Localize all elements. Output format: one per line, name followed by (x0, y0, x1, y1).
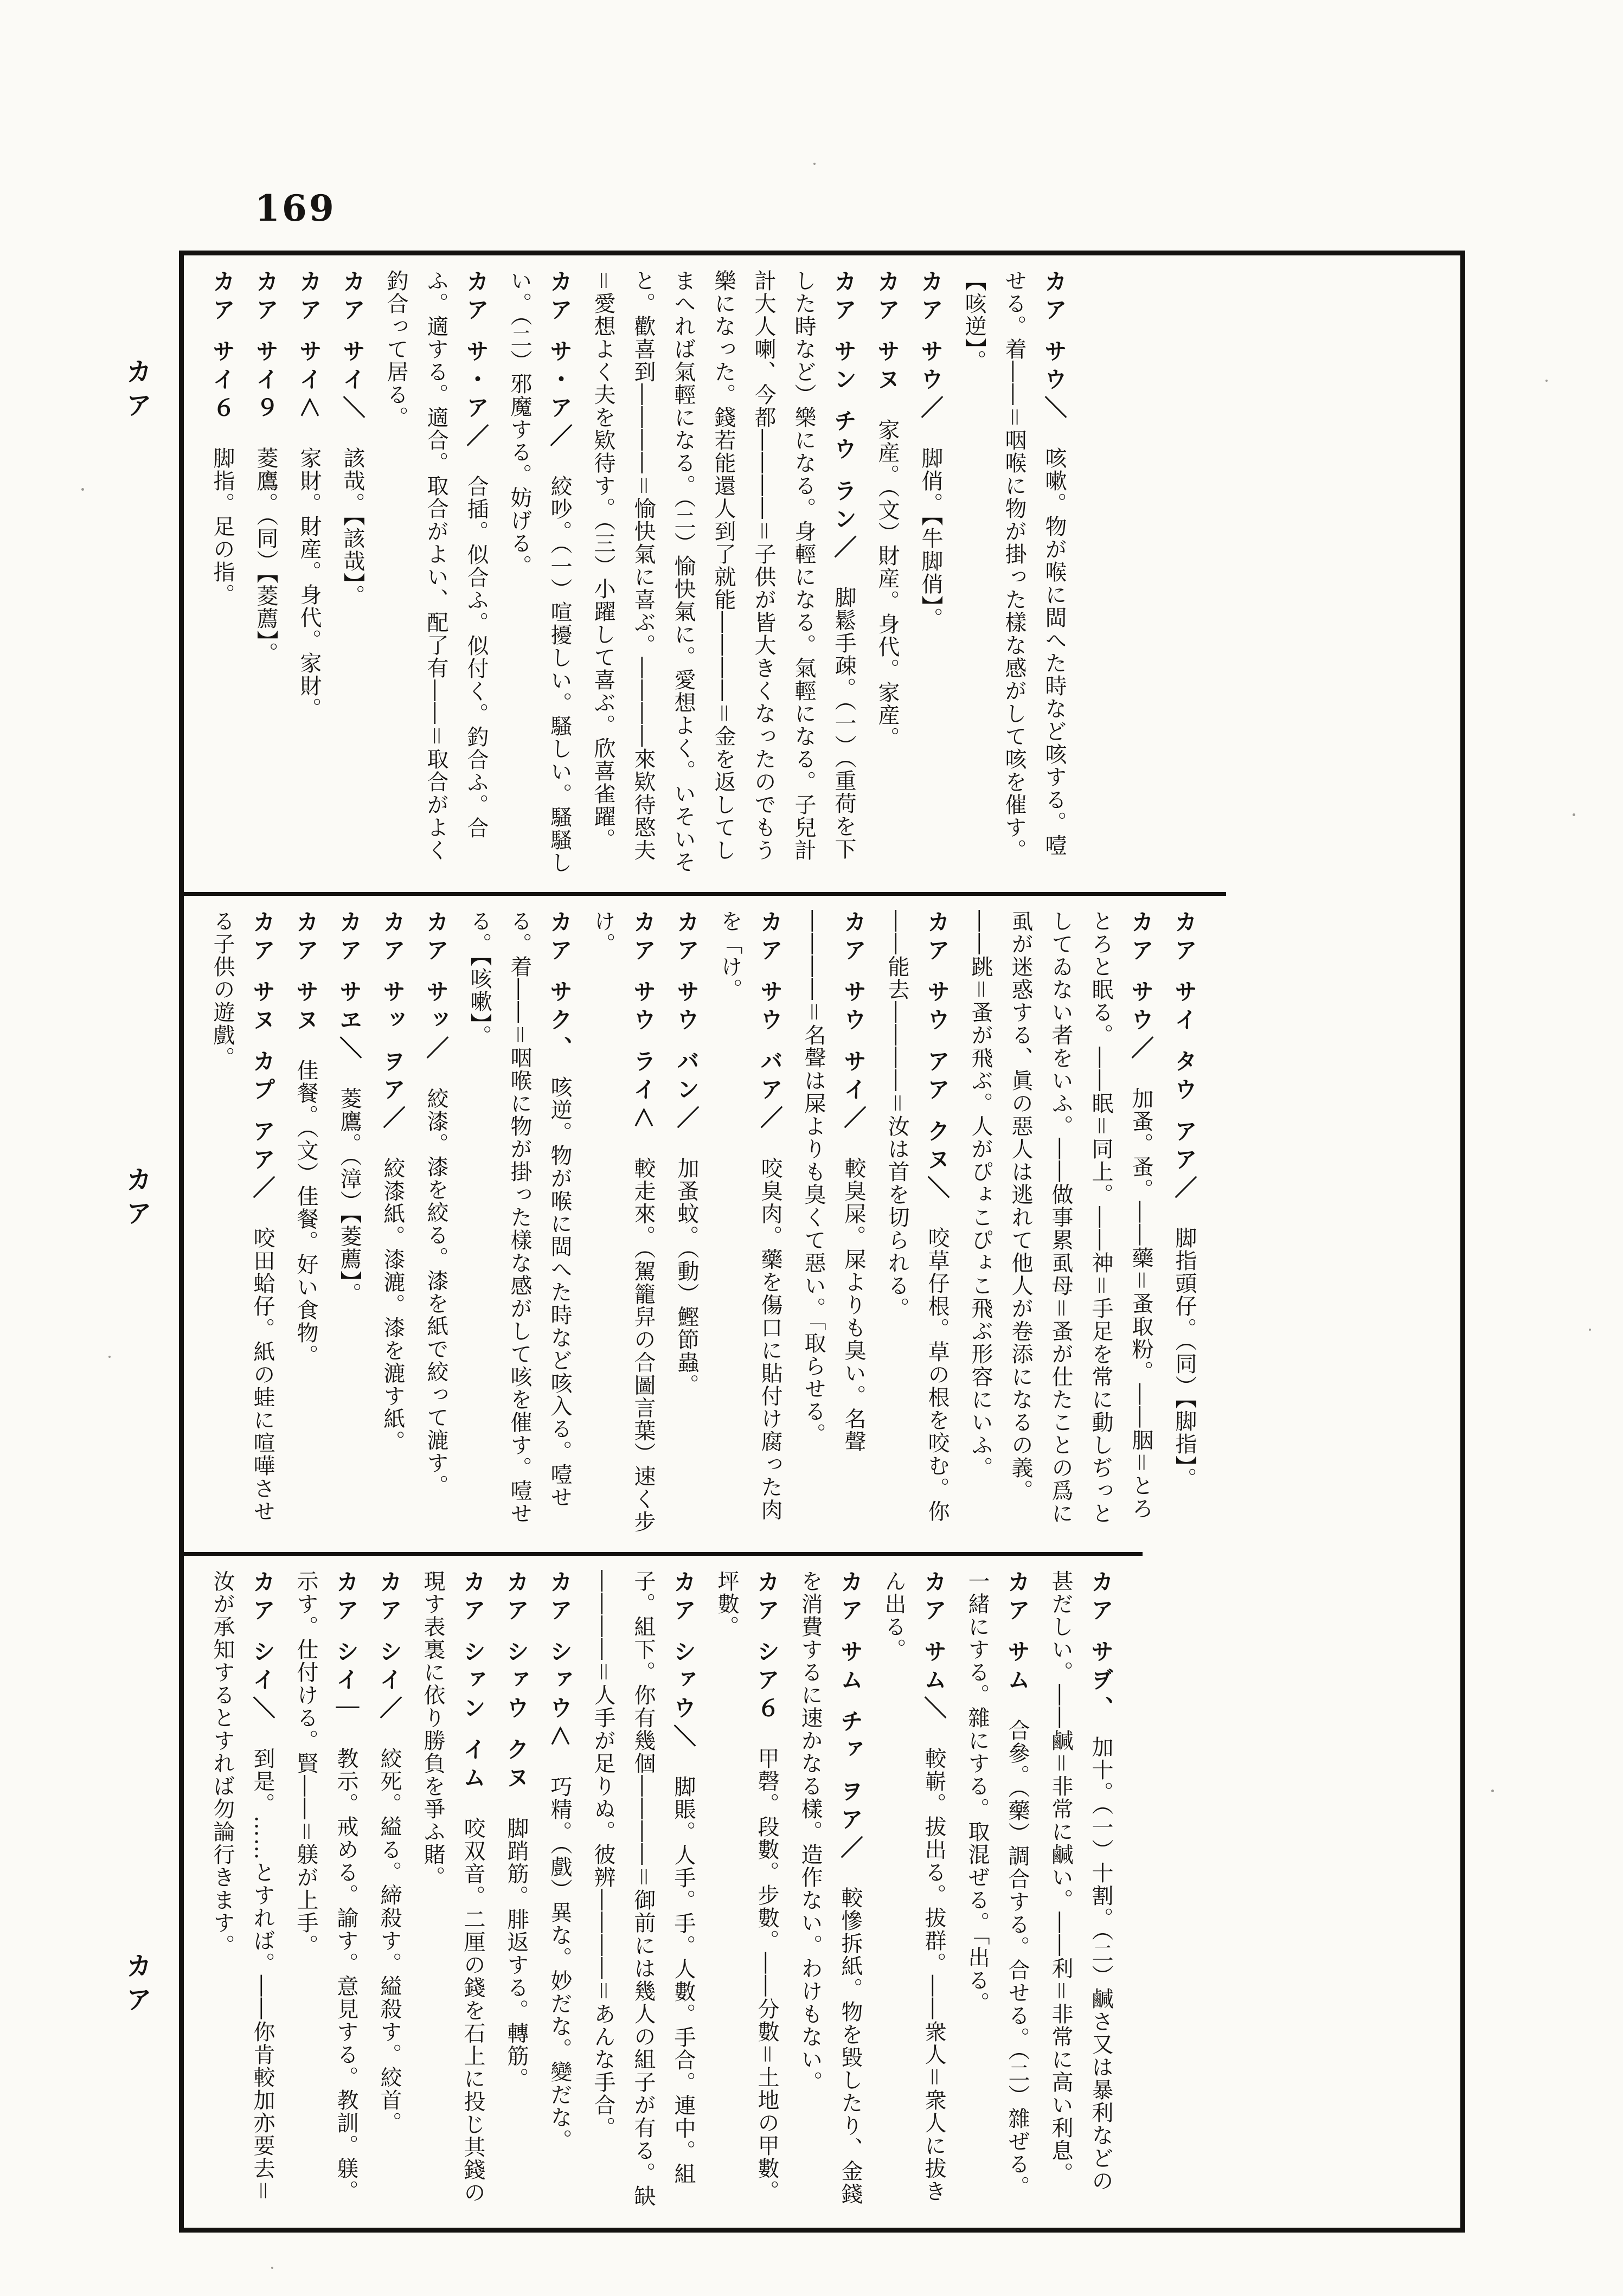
entry-headword: カア サヌ (293, 910, 319, 1036)
scan-speckle (1589, 1329, 1591, 1331)
entry-definition: 加蚤。蚤。――藥＝蚤取粉。――胭＝とろとろと眠る。――眠＝同上。――神＝手足を常に動しぢっとしてゐない者をいふ。――做事累虱母＝蚤が仕たことの爲に虱が迷惑する、眞の惡人は逃れて他人が卷添になるの義。――跳＝蚤が飛ぶ。人がぴょこぴょこ飛ぶ形容にいふ。 (968, 910, 1153, 1525)
entry-definition: 脚指頭仔。（同）【脚指】。 (1172, 1226, 1197, 1490)
entry-headword: カア サ・ア／ (547, 270, 573, 452)
dictionary-entry (499, 270, 580, 878)
dictionary-entry (496, 1570, 536, 2214)
entry-headword: カア サウ バン／ (673, 910, 700, 1134)
entry-headword: カア サイ タウ アア／ (1171, 910, 1198, 1204)
dictionary-entry (910, 270, 951, 878)
entry-headword: カア サウ バア／ (757, 910, 784, 1134)
entry-headword: カア サヌ カプ アア／ (249, 910, 276, 1204)
entry-definition: 該哉。【該哉】。 (340, 446, 365, 607)
dictionary-entry (877, 910, 957, 1538)
entry-headword: カア シイ／ (376, 1570, 403, 1724)
entry-headword: カア サク、 (547, 910, 573, 1053)
scan-speckle (81, 488, 84, 491)
scan-speckle (108, 1356, 111, 1358)
dictionary-entry (960, 910, 1161, 1538)
entry-headword: カア サム チァ ヲア／ (837, 1570, 864, 1864)
entry-headword: カア サム＼ (921, 1570, 947, 1724)
dictionary-entry (583, 270, 864, 878)
dictionary-entry (416, 910, 456, 1538)
dictionary-entry (286, 910, 326, 1538)
dictionary-entry (867, 270, 907, 878)
entry-definition: 較臭屎。屎よりも臭い。名聲――――＝名聲は屎よりも臭くて惡い。「取らせる。 (801, 910, 866, 1453)
margin-guide-word: カア (121, 358, 152, 425)
dictionary-entry (954, 270, 1074, 878)
entry-definition: 菱鷹。（漳）【菱薦】。 (337, 1087, 362, 1305)
entry-definition: 咬双音。二厘の錢を石上に投じ其錢の現す表裏に依り勝負を爭ふ賭。 (420, 1570, 485, 2204)
dictionary-entry (369, 1570, 409, 2214)
entry-headword: カア サッ ヲア／ (380, 910, 406, 1134)
entry-definition: 加蚤蚊。（動）鰹節蟲。 (674, 1157, 699, 1397)
entry-definition: 較嶄。拔出る。拔群。――衆人＝衆人に拔きん出る。 (881, 1570, 946, 2203)
entry-headword: カア サヌ (874, 270, 901, 396)
entry-definition: 較慘拆紙。物を毀したり、金錢を消費するに速かなる樣。造作ない。わけもない。 (798, 1570, 863, 2205)
entry-definition: 咬草仔根。草の根を咬む。你――能去――――＝汝は首を切られる。 (884, 910, 950, 1523)
entry-headword: カア サ・ア／ (463, 270, 490, 452)
entry-headword: カア サッ／ (423, 910, 450, 1064)
content-frame (179, 251, 1465, 2233)
entry-definition: 合插。似合ふ。似付く。釣合ふ。合ふ。適する。適合。取合がよい、配了有――＝取合がよく釣合って居る。 (383, 270, 489, 862)
entry-definition: 加十。（一）十割。（二）鹹さ又は暴利などの甚だしい。――鹹＝非常に鹹い。――利＝非常に高い利息。 (1048, 1570, 1113, 2192)
dictionary-entry (332, 270, 373, 878)
entry-definition: 菱鷹。（同）【菱薦】。 (253, 446, 278, 665)
dictionary-entry (874, 1570, 954, 2214)
entry-headword: カア サヺ、 (1088, 1570, 1114, 1713)
entry-headword: カア シア６ (754, 1570, 780, 1724)
dictionary-band-bottom (184, 1552, 1143, 2228)
entry-headword: カア シァウ＼ (670, 1570, 697, 1753)
scan-speckle (271, 2267, 273, 2269)
entry-headword: カア サヱ＼ (336, 910, 363, 1064)
entry-definition: 教示。戒める。諭す。意見する。教訓。躾。示す。仕付ける。賢――＝躾が上手。 (293, 1570, 358, 2203)
dictionary-entry (289, 270, 329, 878)
entry-headword: カア サイ６ (209, 270, 236, 424)
entry-headword: カア シァウ＜ (547, 1570, 573, 1753)
entry-headword: カア サウ／ (1128, 910, 1154, 1064)
entry-headword: カア シァウ クヌ (503, 1570, 530, 1794)
dictionary-entry (202, 270, 242, 878)
entry-headword: カア サム (1004, 1570, 1031, 1696)
entry-headword: カア シイ｜ (333, 1570, 360, 1724)
dictionary-entry (583, 1570, 703, 2214)
entry-definition: 咬臭肉。藥を傷口に貼付け腐った肉を「け。 (717, 910, 782, 1522)
entry-headword: カア サン チウ ラン／ (831, 270, 857, 563)
dictionary-entry (202, 1570, 283, 2214)
entry-headword: カア サウ＼ (1041, 270, 1068, 424)
entry-headword: カア サイ＜ (296, 270, 323, 424)
entry-headword: カア サウ アア クヌ＼ (924, 910, 951, 1204)
entry-definition: 家財。財産。身代。家財。 (297, 446, 322, 720)
dictionary-entry (540, 1570, 580, 2214)
dictionary-entry (459, 910, 580, 1538)
entry-definition: 絞吵。（一）喧擾しい。騷しい。騷騷しい。（二）邪魔する。妨げる。 (507, 270, 572, 874)
dictionary-entry (790, 1570, 870, 2214)
dictionary-entry (1041, 1570, 1121, 2214)
entry-headword: カア サウ サイ／ (841, 910, 867, 1134)
entry-headword: カア サウ／ (918, 270, 944, 424)
entry-definition: 絞漆紙。漆漉。漆を漉す紙。 (380, 1157, 405, 1453)
entry-definition: 較走來。（駕籠舁の合圖言葉）速く步け。 (591, 910, 656, 1534)
scan-speckle (1573, 813, 1575, 816)
dictionary-entry (793, 910, 874, 1538)
entry-headword: カア サウ ライ＜ (630, 910, 657, 1134)
dictionary-band-middle (184, 892, 1226, 1552)
entry-headword: カア シイ＼ (249, 1570, 276, 1724)
entry-definition: 脚指。足の指。 (210, 446, 235, 606)
dictionary-entry (710, 910, 790, 1538)
entry-definition: 脚俏。【牛脚俏】。 (918, 446, 943, 630)
entry-headword: カア シァン イム (460, 1570, 486, 1794)
entry-definition: 脚鬆手疎。（一）（重荷を下した時など）樂になる。身輕になる。氣輕になる。子兒計計大人喇、今都――――＝子供が皆大きくなったのでもう樂になった。錢若能還人到了就能――――＝金を返してしまへれば氣輕になる。（二）愉快氣に。愛想よく。いそいそと。歡喜到――――＝愉快氣に喜ぶ。――――來欵待愍夫＝愛想よく夫を欵待す。（三）小躍して喜ぶ。欣喜雀躍。 (591, 270, 856, 874)
entry-definition: 咳嗽。物が喉に閊へた時など咳する。噎せる。着――＝咽喉に物が掛った樣な感がして咳を催す。【咳逆】。 (961, 270, 1067, 862)
entry-definition: 脚賬。人手。手。人數。手合。連中。組子。組下。你有幾個――――＝御前には幾人の組子が有る。缺――――＝人手が足りぬ。彼辨――――＝あんな手合。 (591, 1570, 696, 2208)
dictionary-entry (202, 910, 283, 1538)
scan-speckle (1545, 380, 1548, 382)
entry-definition: 家産。（文）財産。身代。家産。 (875, 418, 900, 749)
dictionary-entry (329, 910, 369, 1538)
dictionary-entry (413, 1570, 493, 2214)
entry-definition: 到是。……とすれば。――你肯較加亦要去＝汝が承知するとすれば勿論行きます。 (210, 1570, 275, 2203)
entry-headword: カア サイ９ (253, 270, 279, 424)
scan-speckle (1491, 1790, 1494, 1792)
entry-definition: 脚踃筋。腓返する。轉筋。 (504, 1817, 529, 2090)
dictionary-entry (373, 910, 413, 1538)
entry-definition: 咬田蛤仔。紙の蛙に喧嘩させる子供の遊戲。 (210, 910, 275, 1523)
dictionary-entry (957, 1570, 1037, 2214)
entry-definition: 合參。（藥）調合する。合せる。（二）雜ぜる。一緒にする。雜にする。取混ぜる。「出る。 (965, 1570, 1030, 2198)
dictionary-entry (583, 910, 663, 1538)
entry-definition: 咳逆。物が喉に閊へた時など咳入る。噎せる。着――＝咽喉に物が掛った樣な感がして咳を催す。噎せる。【咳嗽】。 (467, 910, 572, 1525)
dictionary-band-top (184, 255, 1096, 892)
dictionary-entry (286, 1570, 366, 2214)
margin-guide-word: カア (121, 1952, 152, 2019)
entry-definition: 甲磬。段數。步數。――分數＝土地の甲數。坪數。 (714, 1570, 779, 2203)
dictionary-entry (246, 270, 286, 878)
entry-headword: カア サイ＼ (339, 270, 366, 424)
entry-definition: 巧精。（戲）異な。妙だな。變だな。 (547, 1775, 572, 2152)
dictionary-entry (666, 910, 707, 1538)
page-number: 169 (255, 187, 336, 229)
entry-definition: 佳餐。（文）佳餐。好い食物。 (293, 1059, 318, 1367)
margin-guide-word: カア (121, 1166, 152, 1233)
entry-definition: 絞死。縊る。締殺す。縊殺す。絞首。 (377, 1747, 402, 2134)
scan-speckle (813, 163, 816, 165)
dictionary-entry (376, 270, 496, 878)
dictionary-entry (707, 1570, 787, 2214)
entry-definition: 絞漆。漆を絞る。漆を紙で絞って漉す。 (424, 1087, 448, 1497)
dictionary-entry (1164, 910, 1204, 1538)
